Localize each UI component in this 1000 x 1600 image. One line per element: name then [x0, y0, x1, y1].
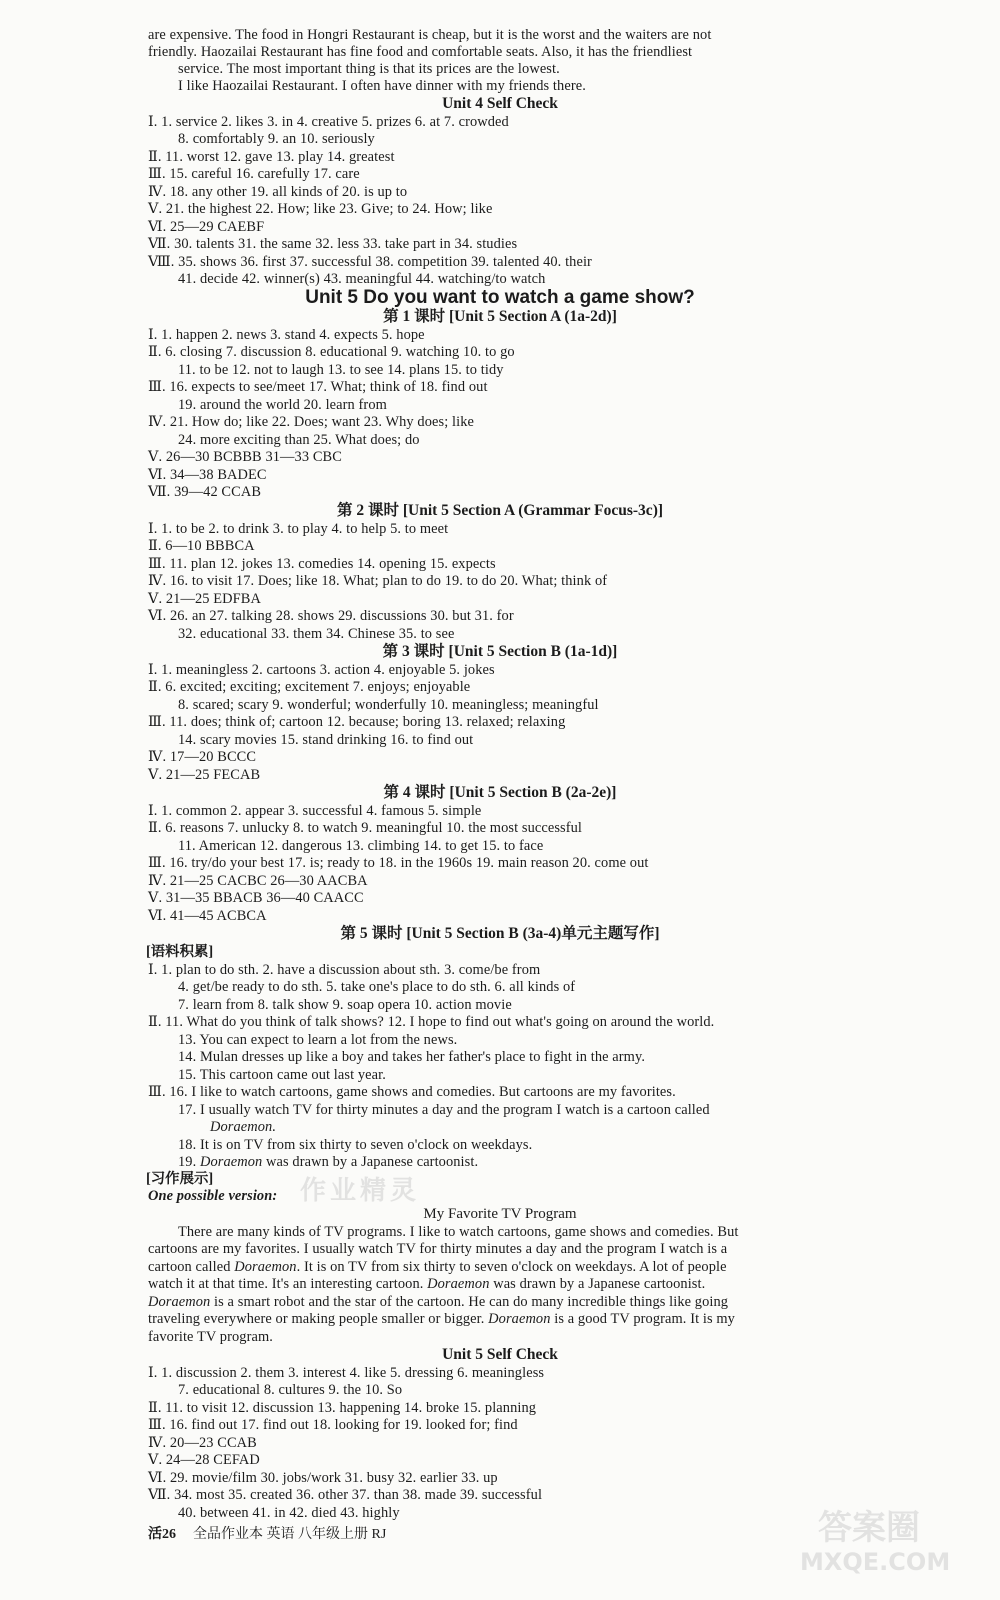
answer-line: Ⅰ. 1. plan to do sth. 2. have a discussion about sth. 3. come/be from: [148, 962, 541, 978]
lesson5-title: 第 5 课时 [Unit 5 Section B (3a-4)单元主题写作]: [340, 925, 660, 942]
answer-line: 24. more exciting than 25. What does; do: [178, 432, 420, 448]
essay-line: watch it at that time. It's an interesting cartoon. Doraemon was drawn by a Japanese cartoonist.: [148, 1276, 706, 1292]
answer-line: 7. educational 8. cultures 9. the 10. So: [178, 1382, 403, 1398]
answer-line: Ⅵ. 25—29 CAEBF: [148, 219, 265, 235]
answer-line: Ⅱ. 6—10 BBBCA: [148, 538, 255, 554]
essay-title: My Favorite TV Program: [423, 1206, 577, 1222]
answer-line: Ⅱ. 6. closing 7. discussion 8. educational 9. watching 10. to go: [148, 344, 515, 360]
intro-line: service. The most important thing is that its prices are the lowest.: [178, 61, 560, 77]
page-footer: [148, 1526, 386, 1544]
answer-line: 19. around the world 20. learn from: [178, 397, 387, 413]
answer-line: Ⅷ. 35. shows 36. first 37. successful 38. competition 39. talented 40. their: [148, 254, 592, 270]
answer-line: Ⅳ. 18. any other 19. all kinds of 20. is up to: [148, 184, 408, 200]
answer-line: Ⅴ. 26—30 BCBBB 31—33 CBC: [148, 449, 342, 465]
answer-line: 13. You can expect to learn a lot from the news.: [178, 1032, 458, 1048]
answer-line: Ⅰ. 1. to be 2. to drink 3. to play 4. to help 5. to meet: [148, 521, 449, 537]
essay-line: favorite TV program.: [148, 1329, 273, 1345]
book-title: 全品作业本 英语 八年级上册 RJ: [193, 1527, 387, 1542]
answer-line: Ⅰ. 1. happen 2. news 3. stand 4. expects 5. hope: [148, 327, 425, 343]
corpus-label: [语料积累]: [146, 944, 214, 960]
answer-line: Ⅶ. 39—42 CCAB: [148, 484, 262, 500]
answer-line: Ⅵ. 29. movie/film 30. jobs/work 31. busy 32. earlier 33. up: [148, 1470, 498, 1486]
unit5-selfcheck-title: Unit 5 Self Check: [442, 1346, 558, 1363]
answer-line: 4. get/be ready to do sth. 5. take one's place to do sth. 6. all kinds of: [178, 979, 576, 995]
intro-line: I like Haozailai Restaurant. I often have dinner with my friends there.: [178, 78, 586, 94]
intro-line: are expensive. The food in Hongri Restaurant is cheap, but it is the worst and the waiters are not: [148, 27, 712, 43]
watermark-corner-top: 答案圈: [818, 1508, 920, 1548]
answer-line: Ⅰ. 1. service 2. likes 3. in 4. creative 5. prizes 6. at 7. crowded: [148, 114, 509, 130]
essay-line: traveling everywhere or making people smaller or bigger. Doraemon is a good TV program. It is my: [148, 1311, 735, 1327]
answer-line: 7. learn from 8. talk show 9. soap opera 10. action movie: [178, 997, 512, 1013]
answer-line: Ⅱ. 6. excited; exciting; excitement 7. enjoys; enjoyable: [148, 679, 471, 695]
answer-line: Ⅰ. 1. meaningless 2. cartoons 3. action 4. enjoyable 5. jokes: [148, 662, 495, 678]
answer-line: Ⅱ. 6. reasons 7. unlucky 8. to watch 9. meaningful 10. the most successful: [148, 820, 583, 836]
answer-line: Ⅵ. 34—38 BADEC: [148, 467, 267, 483]
essay-line: cartoon called Doraemon. It is on TV from six thirty to seven o'clock on weekdays. A lot of people: [148, 1259, 727, 1275]
answer-line: Ⅲ. 16. try/do your best 17. is; ready to 18. in the 1960s 19. main reason 20. come out: [148, 855, 649, 871]
answer-line: 41. decide 42. winner(s) 43. meaningful 44. watching/to watch: [178, 271, 546, 287]
answer-line: Ⅳ. 20—23 CCAB: [148, 1435, 257, 1451]
answer-line: 14. Mulan dresses up like a boy and takes her father's place to fight in the army.: [178, 1049, 646, 1065]
unit4-selfcheck-title: Unit 4 Self Check: [442, 95, 558, 112]
lesson4-title: 第 4 课时 [Unit 5 Section B (2a-2e)]: [383, 784, 617, 801]
unit5-title: Unit 5 Do you want to watch a game show?: [305, 287, 695, 308]
answer-line: 8. comfortably 9. an 10. seriously: [178, 131, 375, 147]
answer-line: Ⅰ. 1. common 2. appear 3. successful 4. famous 5. simple: [148, 803, 482, 819]
answer-line: Ⅱ. 11. worst 12. gave 13. play 14. greatest: [148, 149, 395, 165]
answer-line: Ⅰ. 1. discussion 2. them 3. interest 4. like 5. dressing 6. meaningless: [148, 1365, 545, 1381]
answer-line: Ⅲ. 16. find out 17. find out 18. looking for 19. looked for; find: [148, 1417, 518, 1433]
answer-line: Ⅵ. 41—45 ACBCA: [148, 908, 267, 924]
intro-line: friendly. Haozailai Restaurant has fine food and comfortable seats. Also, it has the friendliest: [148, 44, 693, 60]
answer-line: Ⅴ. 24—28 CEFAD: [148, 1452, 260, 1468]
answer-line: 17. I usually watch TV for thirty minutes a day and the program I watch is a cartoon called: [178, 1102, 710, 1118]
writing-label: [习作展示]: [146, 1171, 214, 1187]
essay-line: Doraemon is a smart robot and the star of the cartoon. He can do many incredible things like going: [148, 1294, 729, 1310]
watermark-mid: 作业精灵: [300, 1176, 421, 1206]
answer-line: Ⅱ. 11. to visit 12. discussion 13. happening 14. broke 15. planning: [148, 1400, 537, 1416]
answer-line: Ⅲ. 11. plan 12. jokes 13. comedies 14. opening 15. expects: [148, 556, 496, 572]
answer-line: Doraemon.: [210, 1119, 277, 1135]
page-number: 活26: [148, 1527, 176, 1542]
answer-line: Ⅴ. 21—25 FECAB: [148, 767, 261, 783]
answer-line: 40. between 41. in 42. died 43. highly: [178, 1505, 400, 1521]
answer-line: 11. to be 12. not to laugh 13. to see 14. plans 15. to tidy: [178, 362, 504, 378]
essay-line: There are many kinds of TV programs. I like to watch cartoons, game shows and comedies. But: [178, 1224, 739, 1240]
lesson3-title: 第 3 课时 [Unit 5 Section B (1a-1d)]: [382, 643, 618, 660]
answer-line: 8. scared; scary 9. wonderful; wonderfully 10. meaningless; meaningful: [178, 697, 599, 713]
answer-line: Ⅲ. 16. I like to watch cartoons, game shows and comedies. But cartoons are my favorites.: [148, 1084, 676, 1100]
answer-line: 32. educational 33. them 34. Chinese 35. to see: [178, 626, 455, 642]
answer-line: Ⅶ. 30. talents 31. the same 32. less 33. take part in 34. studies: [148, 236, 518, 252]
answer-line: Ⅳ. 21—25 CACBC 26—30 AACBA: [148, 873, 368, 889]
answer-line: Ⅱ. 11. What do you think of talk shows? 12. I hope to find out what's going on around the world.: [148, 1014, 715, 1030]
answer-line: Ⅵ. 26. an 27. talking 28. shows 29. discussions 30. but 31. for: [148, 608, 514, 624]
essay-line: cartoons are my favorites. I usually watch TV for thirty minutes a day and the program I watch is a: [148, 1241, 728, 1257]
answer-line: 19. Doraemon was drawn by a Japanese cartoonist.: [178, 1154, 479, 1170]
answer-line: Ⅳ. 21. How do; like 22. Does; want 23. Why does; like: [148, 414, 474, 430]
answer-line: 18. It is on TV from six thirty to seven o'clock on weekdays.: [178, 1137, 533, 1153]
answer-line: Ⅲ. 16. expects to see/meet 17. What; think of 18. find out: [148, 379, 488, 395]
answer-line: Ⅳ. 17—20 BCCC: [148, 749, 257, 765]
answer-line: Ⅲ. 15. careful 16. carefully 17. care: [148, 166, 360, 182]
answer-line: Ⅴ. 21—25 EDFBA: [148, 591, 261, 607]
answer-line: Ⅴ. 21. the highest 22. How; like 23. Give; to 24. How; like: [148, 201, 493, 217]
answer-line: Ⅳ. 16. to visit 17. Does; like 18. What; plan to do 19. to do 20. What; think of: [148, 573, 608, 589]
answer-line: 14. scary movies 15. stand drinking 16. to find out: [178, 732, 474, 748]
lesson1-title: 第 1 课时 [Unit 5 Section A (1a-2d)]: [383, 308, 617, 325]
lesson2-title: 第 2 课时 [Unit 5 Section A (Grammar Focus-3c)]: [336, 502, 664, 519]
version-label: One possible version:: [148, 1188, 278, 1204]
answer-line: Ⅲ. 11. does; think of; cartoon 12. because; boring 13. relaxed; relaxing: [148, 714, 566, 730]
answer-line: Ⅴ. 31—35 BBACB 36—40 CAACC: [148, 890, 364, 906]
watermark-corner-bottom: MXQE.COM: [800, 1548, 951, 1576]
answer-line: 15. This cartoon came out last year.: [178, 1067, 386, 1083]
answer-line: Ⅶ. 34. most 35. created 36. other 37. than 38. made 39. successful: [148, 1487, 543, 1503]
answer-line: 11. American 12. dangerous 13. climbing 14. to get 15. to face: [178, 838, 544, 854]
